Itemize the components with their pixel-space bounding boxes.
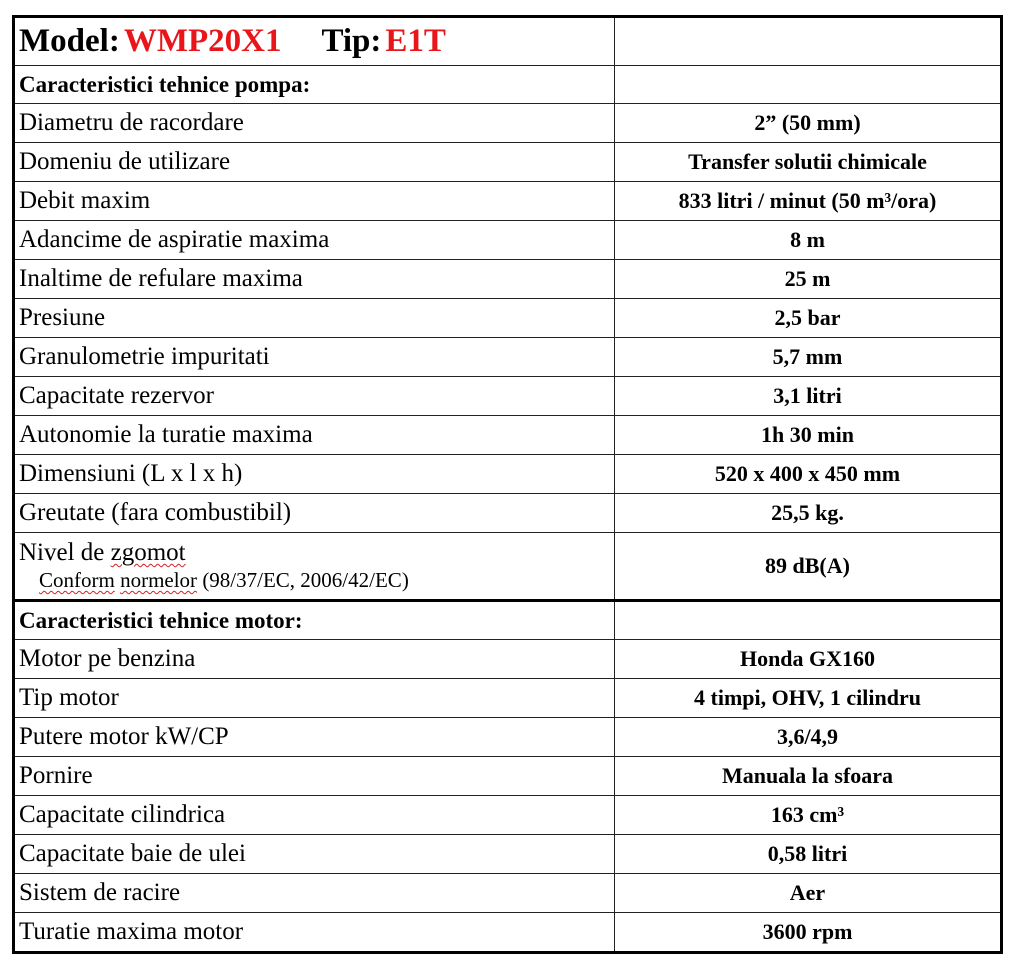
section-header-pump xyxy=(14,66,1002,104)
section-title-pump: Caracteristici tehnice pompa: xyxy=(14,66,615,104)
row-label: Debit maxim xyxy=(14,182,615,221)
row-label: Granulometrie impuritati xyxy=(14,338,615,377)
row-label: Capacitate baie de ulei xyxy=(14,835,615,874)
row-value: 25,5 kg. xyxy=(615,494,1002,533)
table-row xyxy=(14,494,1002,533)
table-row xyxy=(14,143,1002,182)
table-row xyxy=(14,260,1002,299)
model-value: WMP20X1 xyxy=(123,23,282,59)
row-label: Inaltime de refulare maxima xyxy=(14,260,615,299)
table-row xyxy=(14,221,1002,260)
row-value: 2” (50 mm) xyxy=(615,104,1002,143)
table-row xyxy=(14,416,1002,455)
noise-label-prefix: Nivel de xyxy=(19,539,111,566)
row-label: Pornire xyxy=(14,757,615,796)
row-value: 5,7 mm xyxy=(615,338,1002,377)
row-value: 0,58 litri xyxy=(615,835,1002,874)
row-label: Capacitate cilindrica xyxy=(14,796,615,835)
noise-label-word: zgomot xyxy=(110,539,186,566)
row-value: 3,6/4,9 xyxy=(615,718,1002,757)
row-value: Aer xyxy=(615,874,1002,913)
noise-note-word1: Conform xyxy=(39,568,115,592)
noise-value: 89 dB(A) xyxy=(615,533,1002,601)
row-label: Dimensiuni (L x l x h) xyxy=(14,455,615,494)
table-row xyxy=(14,718,1002,757)
title-row xyxy=(14,17,1002,66)
row-value: 25 m xyxy=(615,260,1002,299)
table-row xyxy=(14,640,1002,679)
section-empty-cell xyxy=(615,66,1002,104)
row-label: Presiune xyxy=(14,299,615,338)
row-label: Autonomie la turatie maxima xyxy=(14,416,615,455)
row-value: 4 timpi, OHV, 1 cilindru xyxy=(615,679,1002,718)
row-value: 2,5 bar xyxy=(615,299,1002,338)
table-row xyxy=(14,679,1002,718)
table-row xyxy=(14,104,1002,143)
table-row xyxy=(14,455,1002,494)
row-value: 1h 30 min xyxy=(615,416,1002,455)
table-row xyxy=(14,377,1002,416)
row-label: Adancime de aspiratie maxima xyxy=(14,221,615,260)
row-value: Transfer solutii chimicale xyxy=(615,143,1002,182)
row-value: 833 litri / minut (50 m³/ora) xyxy=(615,182,1002,221)
row-value: 8 m xyxy=(615,221,1002,260)
row-value: 163 cm³ xyxy=(615,796,1002,835)
table-row xyxy=(14,835,1002,874)
title-empty-cell xyxy=(615,17,1002,66)
table-row xyxy=(14,796,1002,835)
row-label: Sistem de racire xyxy=(14,874,615,913)
type-label: Tip: xyxy=(321,23,382,59)
row-label: Turatie maxima motor xyxy=(14,913,615,953)
row-label: Motor pe benzina xyxy=(14,640,615,679)
table-row xyxy=(14,338,1002,377)
row-label: Putere motor kW/CP xyxy=(14,718,615,757)
table-row xyxy=(14,299,1002,338)
row-value: 3600 rpm xyxy=(615,913,1002,953)
table-row-noise xyxy=(14,533,1002,601)
table-row xyxy=(14,182,1002,221)
row-label: Diametru de racordare xyxy=(14,104,615,143)
noise-note-rest: (98/37/EC, 2006/42/EC) xyxy=(202,568,409,592)
row-value: Manuala la sfoara xyxy=(615,757,1002,796)
table-row xyxy=(14,913,1002,953)
noise-label-cell xyxy=(14,533,615,601)
table-row xyxy=(14,757,1002,796)
section-title-motor: Caracteristici tehnice motor: xyxy=(14,601,615,640)
row-label: Domeniu de utilizare xyxy=(14,143,615,182)
section-empty-cell xyxy=(615,601,1002,640)
row-label: Tip motor xyxy=(14,679,615,718)
row-value: Honda GX160 xyxy=(615,640,1002,679)
table-row xyxy=(14,874,1002,913)
row-value: 3,1 litri xyxy=(615,377,1002,416)
noise-note-word2: normelor xyxy=(120,568,198,592)
title-cell xyxy=(14,17,615,66)
row-label: Capacitate rezervor xyxy=(14,377,615,416)
section-header-motor xyxy=(14,601,1002,640)
spec-table xyxy=(12,15,1003,954)
row-value: 520 x 400 x 450 mm xyxy=(615,455,1002,494)
type-value: E1T xyxy=(385,23,446,59)
row-label: Greutate (fara combustibil) xyxy=(14,494,615,533)
model-label: Model: xyxy=(19,23,120,59)
